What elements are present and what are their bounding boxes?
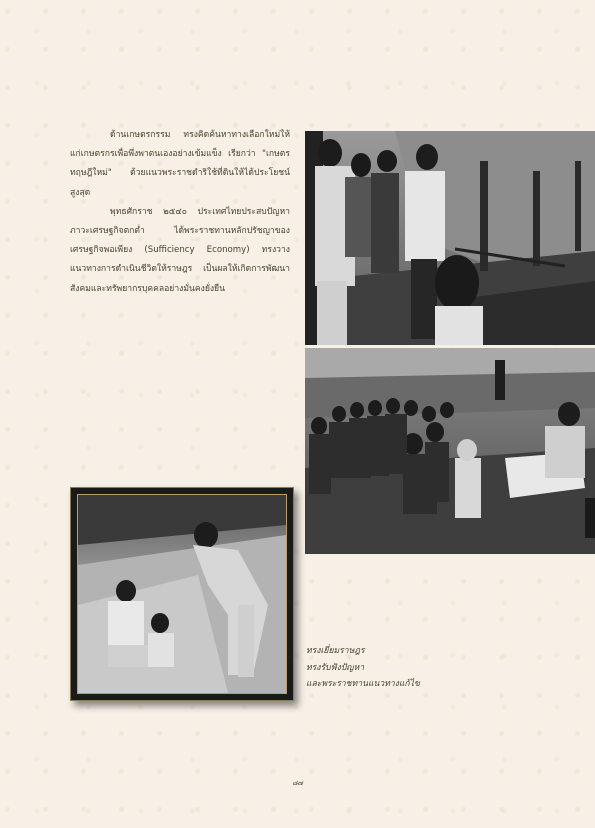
paragraph-sufficiency-economy: พุทธศักราช ๒๕๔๐ ประเทศไทยประสบปัญหาภาวะเศรษฐกิจตกต่ำ ได้พระราชทานหลักปรัชญาของเศรษฐกิจพอเพียง (Sufficiency Economy) ทรงวางแนวทางการดำเนินชีวิตให้ราษฎร เป็นผลให้เกิดการพัฒนาสังคมและทรัพยากรบุคคลอย่างมั่นคงยั่งยืน — [70, 206, 290, 294]
page-number: ๘๗ — [292, 779, 303, 787]
paragraph-agriculture: ด้านเกษตรกรรม ทรงคิดค้นหาทางเลือกใหม่ให้แก่เกษตรกรเพื่อพึ่งพาตนเองอย่างเข้มแข็ง เรียกว่า "เกษตรทฤษฎีใหม่" ด้วยแนวพระราชดำริใช้ที่ดินให้ได้ประโยชน์สูงสุด — [70, 130, 290, 198]
body-text — [70, 126, 290, 299]
photo-caption — [306, 643, 526, 693]
photo-villagers-meeting — [305, 348, 595, 554]
photo-king-with-villagers — [77, 494, 287, 694]
caption-line-2: ทรงรับฟังปัญหา — [306, 662, 365, 673]
framed-photo — [70, 487, 294, 701]
caption-line-3: และพระราชทานแนวทางแก้ไข — [306, 679, 420, 689]
photo-field-visit — [305, 131, 595, 345]
caption-line-1: ทรงเยี่ยมราษฎร — [306, 646, 365, 656]
